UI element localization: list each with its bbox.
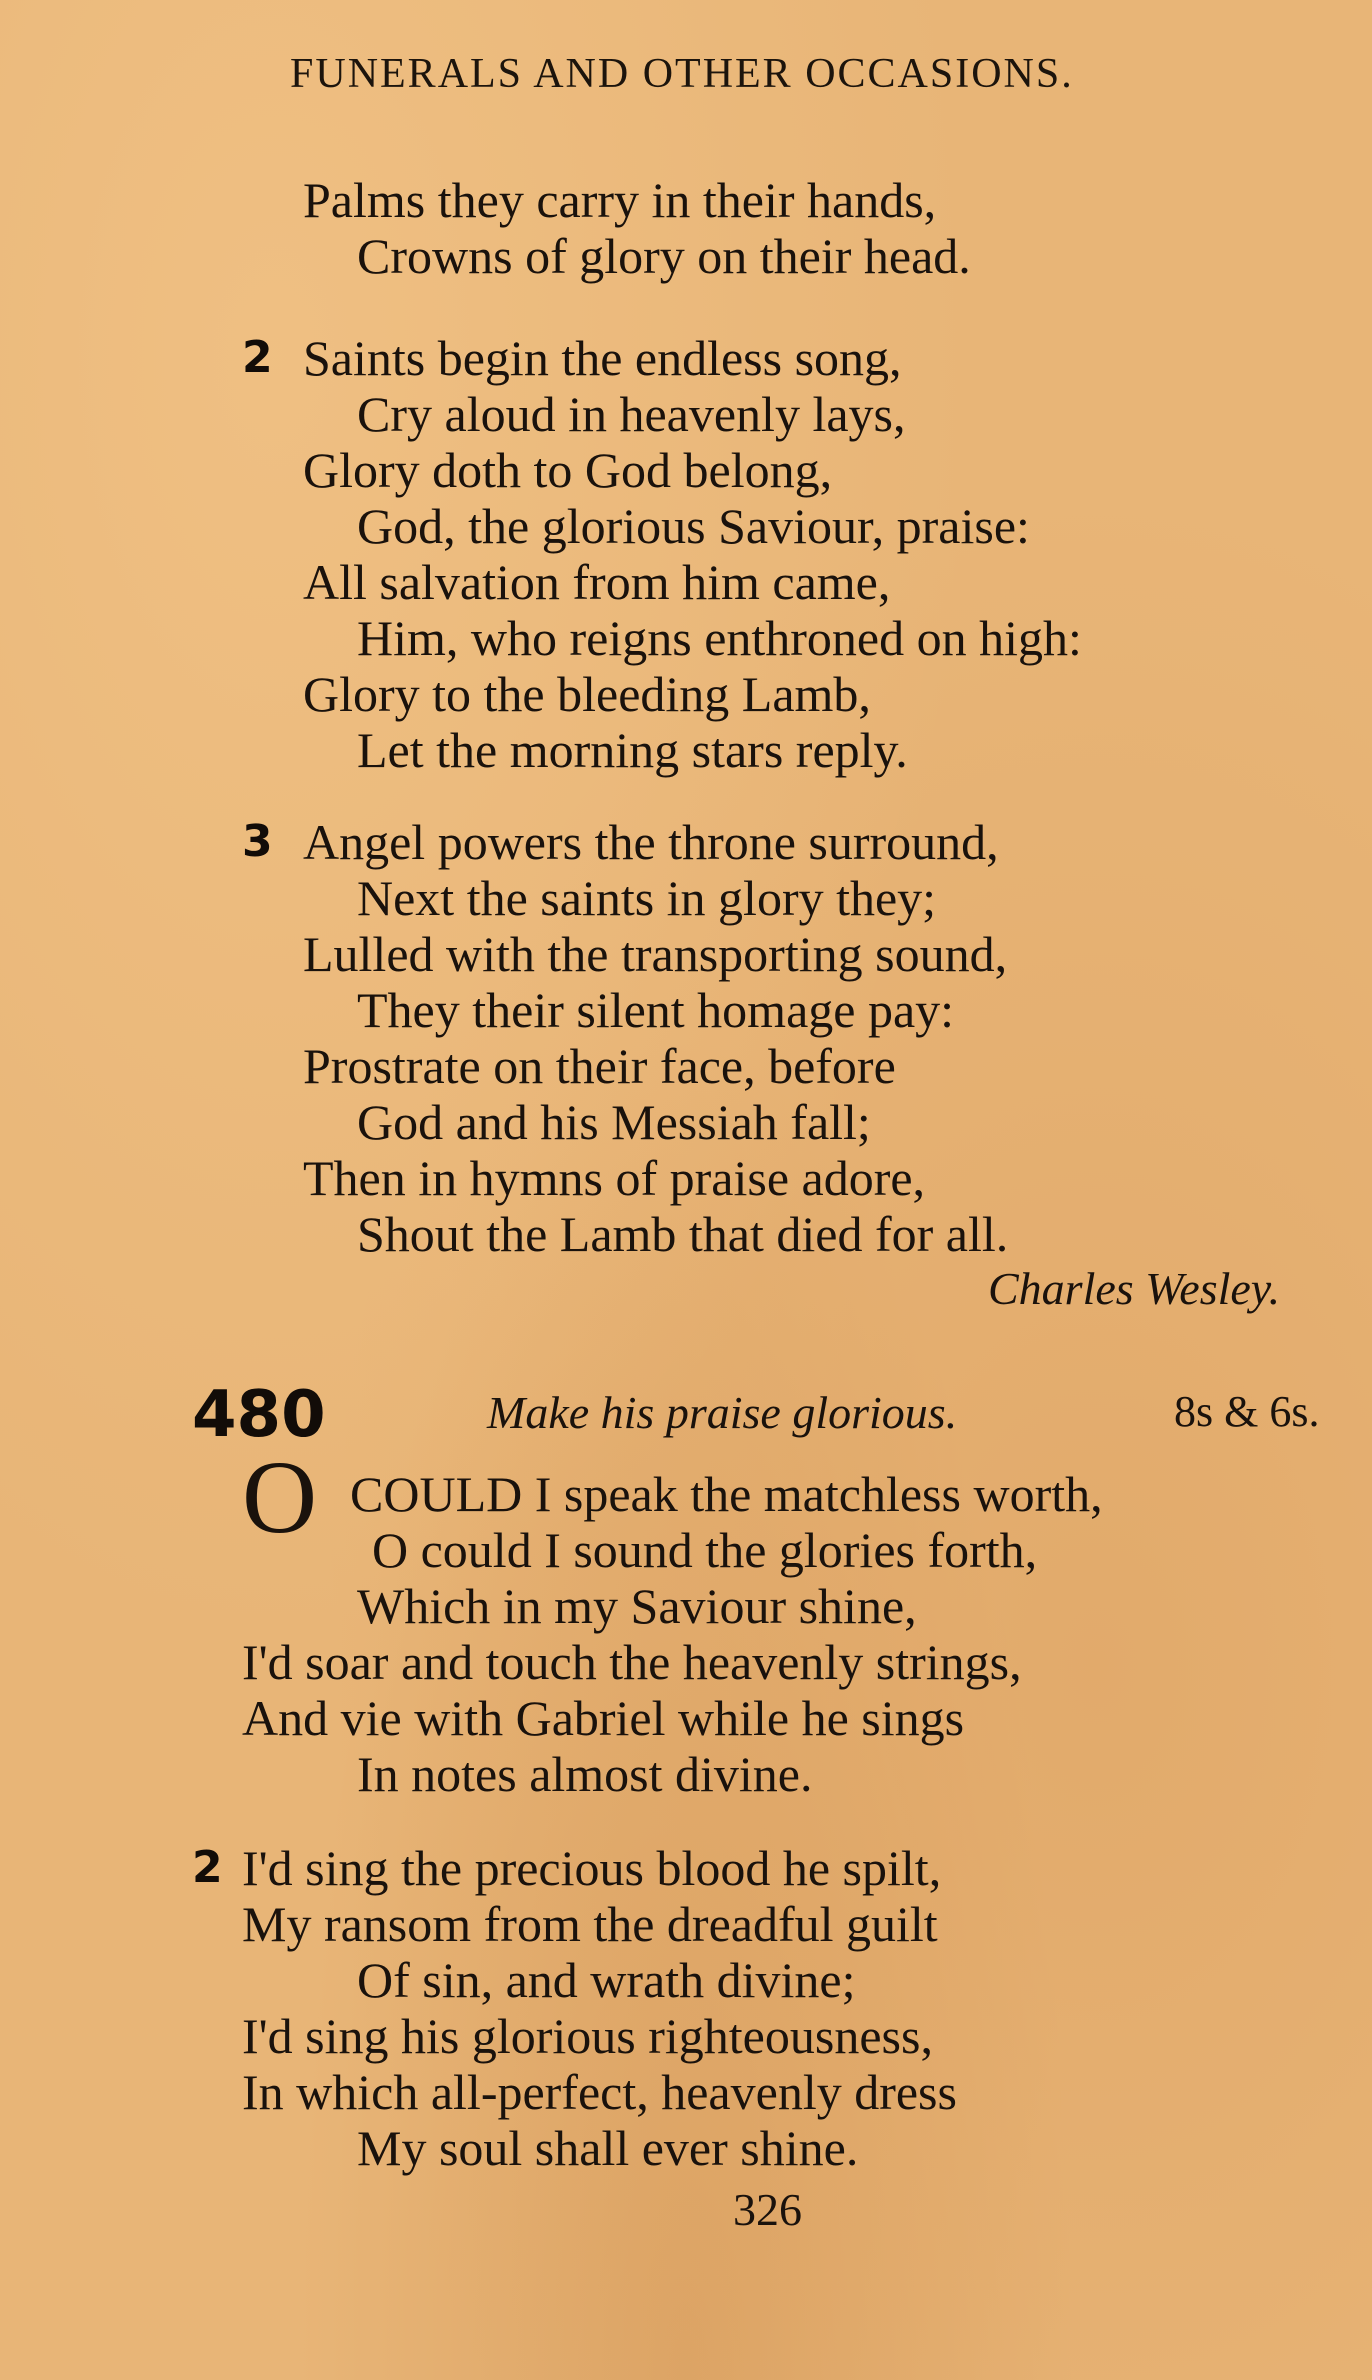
verse-line: Which in my Saviour shine, [357,1578,917,1634]
verse-line: Crowns of glory on their head. [357,228,971,284]
verse-line: COULD I speak the matchless worth, [350,1466,1103,1522]
drop-cap: O [242,1440,318,1555]
running-header: FUNERALS AND OTHER OCCASIONS. [290,51,1074,97]
verse-line: My ransom from the dreadful guilt [242,1896,938,1952]
hymn-meter: 8s & 6s. [1174,1387,1320,1436]
stanza-number: 2 [192,1842,223,1893]
verse-line: Him, who reigns enthroned on high: [357,610,1082,666]
verse-line: Glory doth to God belong, [303,442,833,498]
verse-line: I'd soar and touch the heavenly strings, [242,1634,1022,1690]
verse-line: God and his Messiah fall; [357,1094,871,1150]
verse-line: Lulled with the transporting sound, [303,926,1008,982]
verse-line: I'd sing the precious blood he spilt, [242,1840,942,1896]
verse-line: I'd sing his glorious righteousness, [242,2008,933,2064]
verse-line: And vie with Gabriel while he sings [242,1690,965,1746]
page-number: 326 [733,2184,802,2235]
verse-line: In notes almost divine. [357,1746,813,1802]
stanza-number: 3 [242,816,273,867]
hymn-number: 480 [192,1378,326,1452]
verse-line: Saints begin the endless song, [303,330,902,386]
verse-line: Glory to the bleeding Lamb, [303,666,871,722]
verse-line: In which all-perfect, heavenly dress [242,2064,957,2120]
verse-line: Prostrate on their face, before [303,1038,896,1094]
verse-line: God, the glorious Saviour, praise: [357,498,1030,554]
verse-line: Shout the Lamb that died for all. [357,1206,1009,1262]
verse-line: Next the saints in glory they; [357,870,937,926]
verse-line: Palms they carry in their hands, [303,172,937,228]
verse-line: Angel powers the throne surround, [303,814,999,870]
verse-line: All salvation from him came, [303,554,891,610]
verse-line: My soul shall ever shine. [357,2120,859,2176]
verse-line: Let the morning stars reply. [357,722,908,778]
verse-line: They their silent homage pay: [357,982,955,1038]
author-attribution: Charles Wesley. [988,1263,1281,1314]
verse-line: O could I sound the glories forth, [372,1522,1038,1578]
verse-line: Cry aloud in heavenly lays, [357,386,906,442]
hymn-title: Make his praise glorious. [487,1387,958,1438]
stanza-number: 2 [242,332,273,383]
verse-line: Of sin, and wrath divine; [357,1952,856,2008]
verse-line: Then in hymns of praise adore, [303,1150,926,1206]
